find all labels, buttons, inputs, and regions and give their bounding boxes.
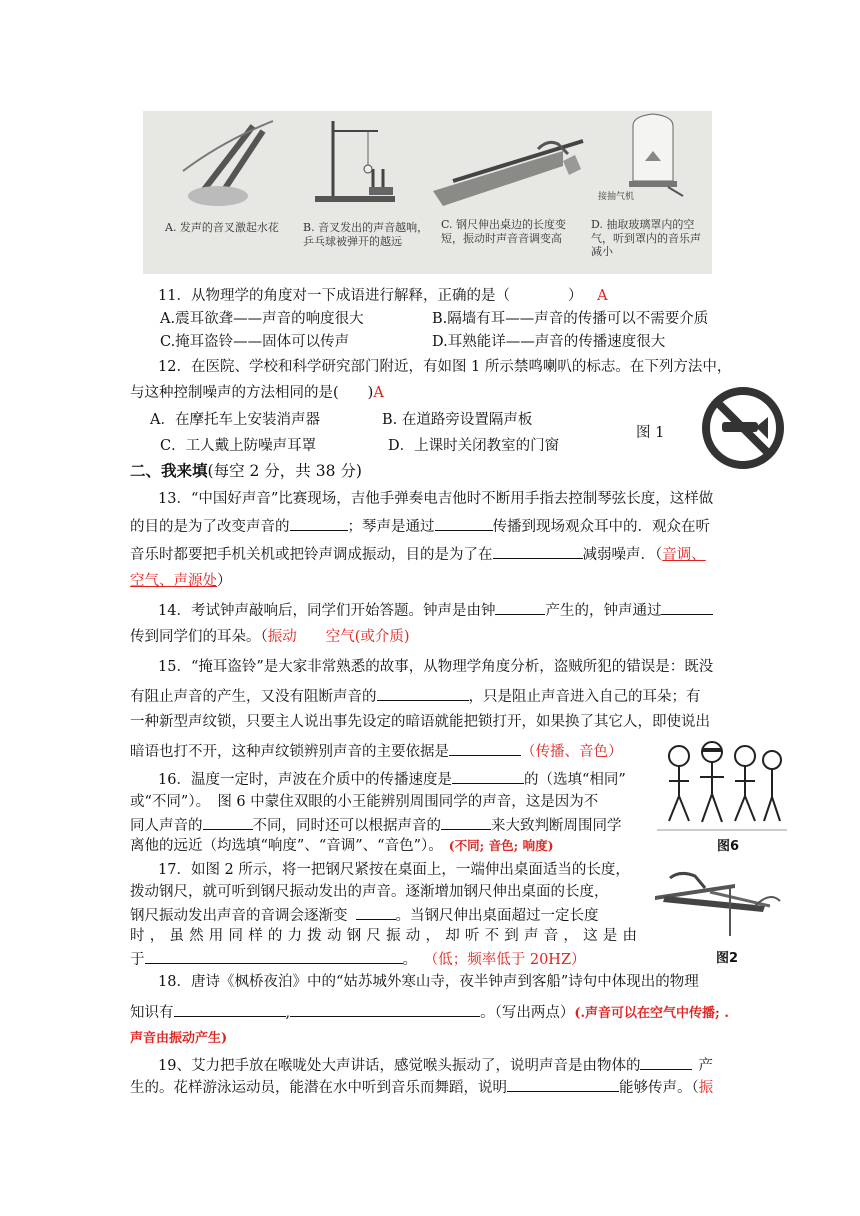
q19-line2 bbox=[130, 1077, 713, 1097]
q19-line1 bbox=[158, 1055, 713, 1075]
q13-l2b: ；琴声是通过 bbox=[347, 519, 435, 535]
q11-stem-text: 11．从物理学的角度对一下成语进行解释，正确的是（ ） bbox=[158, 288, 583, 304]
q16-l3b: 不同，同时还可以根据声音的 bbox=[252, 818, 441, 834]
q17-line1: 17．如图 2 所示，将一把钢尺紧按在桌面上，一端伸出桌面适当的长度， bbox=[158, 862, 630, 878]
q16-line4 bbox=[130, 837, 554, 855]
q17-blank1 bbox=[356, 905, 396, 920]
experiment-photo-strip bbox=[143, 111, 712, 274]
q13-blank2 bbox=[435, 516, 493, 531]
q14-l2a: 传到同学们的耳朵。（ bbox=[130, 629, 268, 645]
q12-option-c: C．工人戴上防噪声耳罩 bbox=[160, 438, 317, 454]
q12-option-a: A．在摩托车上安装消声器 bbox=[150, 412, 320, 428]
q16-l3c: 来大致判断周围同学 bbox=[491, 818, 622, 834]
q11-option-b: B.隔墙有耳——声音的传播可以不需要介质 bbox=[432, 311, 709, 327]
q17-l3b: 。当钢尺伸出桌面超过一定长度 bbox=[395, 908, 599, 924]
q13-l2a: 的目的是为了改变声音的 bbox=[130, 519, 290, 535]
q14-line1 bbox=[158, 600, 713, 620]
caption-pump: 接抽气机 bbox=[598, 192, 635, 202]
q16-l1a: 16．温度一定时，声波在介质中的传播速度是 bbox=[158, 772, 452, 788]
q13-blank3 bbox=[493, 544, 583, 559]
q13-l3b: 减弱噪声．（ bbox=[582, 547, 663, 563]
q16-line1 bbox=[158, 769, 626, 789]
q19-l1a: 19、艾力把手放在喉咙处大声讲话，感觉喉头振动了，说明声音是由物体的 bbox=[158, 1058, 641, 1074]
q17-l3a: 钢尺振动发出声音的音调会逐渐变 bbox=[130, 908, 348, 924]
q19-l1b: 产 bbox=[698, 1058, 713, 1074]
q19-l2b: 能够传声。（ bbox=[619, 1080, 699, 1096]
q19-blank1 bbox=[640, 1055, 692, 1070]
q19-l2a: 生的。花样游泳运动员，能潜在水中听到音乐而舞蹈，说明 bbox=[130, 1080, 507, 1096]
q16-line2: 或“不同”）。 图 6 中蒙住双眼的小王能辨别周围同学的声音，这是因为不 bbox=[130, 794, 599, 810]
q18-line1: 18．唐诗《枫桥夜泊》中的“姑苏城外寒山寺，夜半钟声到客船”诗句中体现出的物理 bbox=[158, 974, 699, 990]
q18-line2 bbox=[130, 1002, 729, 1023]
q13-line4 bbox=[130, 572, 232, 590]
q18-answer1: (.声音可以在空气中传播; . bbox=[574, 1006, 729, 1021]
q13-line2 bbox=[130, 516, 710, 536]
q18-l2b: , bbox=[285, 1005, 291, 1021]
q17-line4: 时，虽然用同样的力拨动钢尺振动，却听不到声音，这是由 bbox=[130, 928, 643, 944]
q16-line3 bbox=[130, 815, 622, 835]
q13-blank1 bbox=[290, 516, 348, 531]
q12-option-d: D．上课时关闭教室的门窗 bbox=[388, 438, 560, 454]
q15-blank2 bbox=[449, 741, 521, 756]
q13-line1: 13．“中国好声音”比赛现场，吉他手弹奏电吉他时不断用手指去控制琴弦长度，这样做 bbox=[158, 491, 714, 507]
q19-blank2 bbox=[507, 1077, 619, 1092]
q11-stem bbox=[158, 287, 608, 305]
q13-line3 bbox=[130, 544, 706, 564]
q18-blank2 bbox=[290, 1002, 480, 1017]
q17-line3 bbox=[130, 905, 599, 925]
q11-answer: A bbox=[597, 288, 608, 304]
q18-blank1 bbox=[174, 1002, 286, 1017]
no-horn-sign-icon bbox=[700, 385, 786, 471]
q14-l1b: 产生的，钟声通过 bbox=[545, 603, 662, 619]
section2-heading bbox=[130, 462, 362, 480]
q13-answer2: 空气、声源处 bbox=[130, 573, 217, 589]
section2-note: (每空 2 分，共 38 分) bbox=[207, 462, 362, 480]
q15-l2b: ，只是阻止声音进入自己的耳朵；有 bbox=[468, 689, 701, 705]
q11-option-c: C.掩耳盗铃——固体可以传声 bbox=[160, 334, 350, 350]
section2-title: 二、我来填 bbox=[130, 462, 208, 480]
q15-answer: （传播、音色） bbox=[521, 744, 623, 760]
q12-line2-text: 与这种控制噪声的方法相同的是( ) bbox=[130, 385, 374, 401]
figure6-label: 图6 bbox=[717, 839, 740, 854]
q15-line2 bbox=[130, 686, 701, 706]
q12-answer: A bbox=[373, 385, 384, 401]
q16-blank3 bbox=[441, 815, 491, 830]
q11-option-d: D.耳熟能详——声音的传播速度很大 bbox=[432, 334, 666, 350]
q15-l2a: 有阻止声音的产生，又没有阻断声音的 bbox=[130, 689, 377, 705]
q13-close: ） bbox=[217, 573, 232, 589]
q17-line2: 拨动钢尺，就可听到钢尺振动发出的声音。逐渐增加钢尺伸出桌面的长度， bbox=[130, 884, 609, 900]
q17-l5b: 。 bbox=[402, 952, 417, 968]
q16-l1b: 的（选填“相同” bbox=[523, 772, 626, 788]
q17-l5a: 于 bbox=[130, 952, 145, 968]
q16-l4: 离他的远近（均选填“响度”、“音调”、“音色”）。 bbox=[130, 838, 443, 854]
caption-c: C. 钢尺伸出桌边的长度变短，振动时声音音调变高 bbox=[441, 218, 567, 245]
caption-b: B. 音叉发出的声音越响，乒乓球被弹开的越远 bbox=[303, 221, 429, 248]
q15-line1: 15．“掩耳盗铃”是大家非常熟悉的故事，从物理学角度分析，盗贼所犯的错误是：既没 bbox=[158, 659, 714, 675]
q15-l4a: 暗语也打不开，这种声纹锁辨别声音的主要依据是 bbox=[130, 744, 449, 760]
q15-line3: 一种新型声纹锁，只要主人说出事先设定的暗语就能把锁打开，如果换了其它人，即使说出 bbox=[130, 714, 710, 730]
q13-l2c: 传播到现场观众耳中的．观众在听 bbox=[492, 519, 710, 535]
q13-answer1: 音调、 bbox=[662, 547, 706, 563]
q12-line2 bbox=[130, 384, 384, 402]
q17-answer: （低；频率低于 20HZ） bbox=[431, 952, 586, 968]
q16-blank1 bbox=[452, 769, 524, 784]
figure2-ruler-illustration bbox=[650, 866, 785, 936]
q14-answer: 振动 空气(或介质) bbox=[267, 629, 410, 645]
q18-l2a: 知识有 bbox=[130, 1005, 174, 1021]
q18-line3 bbox=[130, 1029, 227, 1048]
q14-blank1 bbox=[495, 600, 545, 615]
q17-blank2 bbox=[145, 949, 403, 964]
q12-line1: 12．在医院、学校和科学研究部门附近，有如图 1 所示禁鸣喇叭的标志。在下列方法中， bbox=[158, 359, 732, 375]
q16-answer: (不同; 音色; 响度) bbox=[448, 838, 554, 853]
q14-line2 bbox=[130, 628, 410, 646]
caption-a: A. 发声的音叉激起水花 bbox=[165, 221, 279, 234]
q15-line4 bbox=[130, 741, 623, 761]
q14-l1a: 14．考试钟声敲响后，同学们开始答题。钟声是由钟 bbox=[158, 603, 496, 619]
q13-l3a: 音乐时都要把手机关机或把铃声调成振动，目的是为了在 bbox=[130, 547, 493, 563]
q19-answer: 振 bbox=[698, 1080, 714, 1096]
q12-option-b: B. 在道路旁设置隔声板 bbox=[382, 412, 533, 428]
q15-blank1 bbox=[377, 686, 469, 701]
caption-d: D. 抽取玻璃罩内的空气，听到罩内的音乐声减小 bbox=[591, 218, 701, 258]
figure2-label: 图2 bbox=[716, 951, 739, 966]
q16-blank2 bbox=[203, 815, 253, 830]
q16-l3a: 同人声音的 bbox=[130, 818, 203, 834]
q17-line5 bbox=[130, 949, 586, 969]
figure1-label: 图 1 bbox=[636, 425, 665, 441]
figure6-children-illustration bbox=[657, 734, 787, 838]
q14-blank2 bbox=[661, 600, 713, 615]
q11-option-a: A.震耳欲聋——声音的响度很大 bbox=[160, 311, 364, 327]
q18-l2c: 。（写出两点） bbox=[480, 1005, 575, 1021]
q18-answer2: 声音由振动产生) bbox=[130, 1031, 228, 1046]
